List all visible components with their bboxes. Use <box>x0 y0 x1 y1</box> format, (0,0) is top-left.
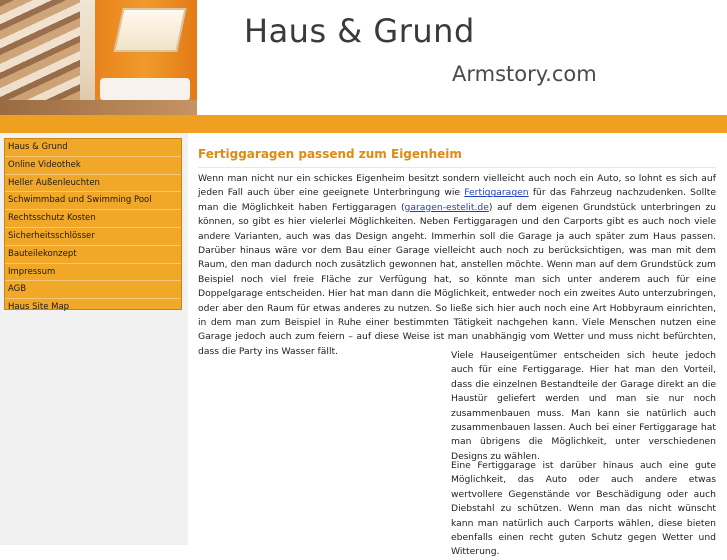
paragraph-text: für das Fahrzeug nachzudenken. Sollte man die Möglichkeit haben Fertiggaragen ( <box>198 187 716 213</box>
garagen-estelit-link[interactable]: garagen-estelit.de <box>404 201 489 213</box>
sidebar-item-rechtsschutz[interactable]: Rechtsschutz Kosten <box>5 210 181 228</box>
main-content <box>198 133 716 558</box>
paragraph-text: Wenn man nicht nur ein schickes Eigenheim besitzt sondern vielleicht auch noch ein Auto, so lohnt es sich auf jeden Fall auch über eine geeignete Unterbringung wie <box>198 173 716 199</box>
sidebar <box>0 133 188 545</box>
paragraph-text: ) auf dem eigenen Grundstück unterbringen zu können, so gibt es hier vielerlei Möglichkeiten. Neben Fertiggaragen und den Carports gibt es auch noch viele andere Varianten, auch was das Design angeht. Immerhin soll die Garage ja auch später zum Haus passen. Darüber hinaus wäre vor dem Bau einer Garage vielleicht auch noch zu berücksichtigen, was man mit dem Raum, den man dadurch noch zusätzlich gewonnen hat, anstellen möchte. Wenn man auf dem Grundstück zum Beispiel noch viel freie Fläche zur Verfügung hat, so könnte man sich unter anderem auch für eine Doppelgarage entscheiden. Hier hat man dann die Möglichkeit, entweder noch ein zweites Auto unterzubringen, oder aber den Raum für etwas anderes zu nutzen. So ließe sich hier auch noch eine Art Hobbyraum einrichten, in dem man zum Beispiel in Ruhe einer bestimmten Tätigkeit nachgehen kann. Viele Menschen nutzen eine Garage jedoch auch zum feiern – auf diese Weise ist man unabhängig vom Wetter und muss nicht befürchten, dass die Party ins Wasser fällt. <box>198 201 716 357</box>
sidebar-item-site-map[interactable]: Haus Site Map <box>8 302 70 313</box>
site-subtitle: Armstory.com <box>452 62 597 86</box>
sidebar-item-bauteilekonzept[interactable]: Bauteilekonzept <box>5 246 181 264</box>
article-paragraph-3: Eine Fertiggarage ist darüber hinaus auch eine gute Möglichkeit, das Auto oder auch andere etwas wertvollere Gegenstände vor Beschädigung oder auch Diebstahl zu schützen. Wenn man das nicht wünscht kann man natürlich auch Carports wählen, diese bieten ebenfalls einen recht guten Schutz gegen Wetter und Witterung. <box>451 460 716 558</box>
sidebar-item-agb[interactable]: AGB <box>5 281 181 299</box>
sidebar-item-haus-und-grund[interactable]: Haus & Grund <box>5 139 181 157</box>
heading-divider <box>198 167 716 168</box>
sidebar-menu <box>4 138 182 313</box>
fertiggaragen-link[interactable]: Fertiggaragen <box>464 187 529 199</box>
header-photo <box>0 0 197 115</box>
site-header <box>0 0 727 115</box>
article-heading: Fertiggaragen passend zum Eigenheim <box>198 147 462 161</box>
article-paragraph-1 <box>198 172 716 359</box>
sidebar-item-online-videothek[interactable]: Online Videothek <box>5 157 181 175</box>
article-paragraph-2: Viele Hauseigentümer entscheiden sich heute jedoch auch für eine Fertiggarage. Hier hat man den Vorteil, dass die einzelnen Bestandteile der Garage direkt an die Haustür geliefert werden und man sie nur noch zusammenbauen muss. Man kann sie natürlich auch zusammenbauen lassen. Auch bei einer Fertiggarage hat man übrigens die Möglichkeit, unter verschiedenen Designs zu wählen. <box>451 350 716 462</box>
sidebar-item-schwimmbad[interactable]: Schwimmbad und Swimming Pool <box>5 192 181 210</box>
sidebar-item-sicherheitsschloesser[interactable]: Sicherheitsschlösser <box>5 228 181 246</box>
sidebar-item-heller-aussenleuchten[interactable]: Heller Außenleuchten <box>5 175 181 193</box>
sidebar-item-impressum[interactable]: Impressum <box>5 264 181 282</box>
site-title: Haus & Grund <box>244 12 475 50</box>
header-divider-bar <box>0 115 727 133</box>
